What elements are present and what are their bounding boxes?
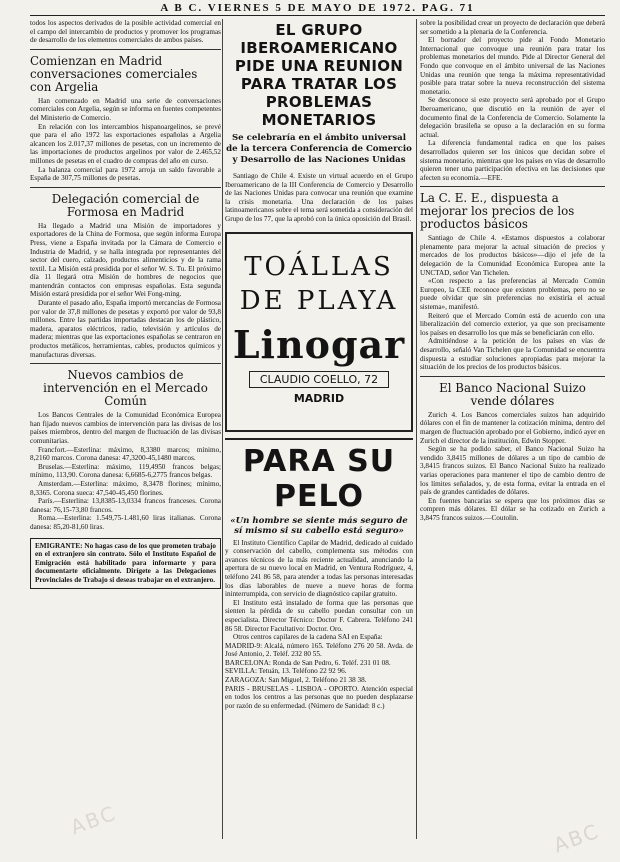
article-paragraph: En fuentes bancarias se espera que los próximos días se compren más dólares. El dólar se ha cotizado en Zurich a 3,8475 francos suizos.—Coutolin. bbox=[420, 496, 605, 522]
article-paragraph: Durante el pasado año, España importó mercancías de Formosa por valor de 37,8 millones de pesetas y exportó por valor de 93,8 millones. Entre las partidas importadas destacan los de plástico, madera, aparatos eléctricos, radio, televisión y artículos de madera; mientras que las exportaciones españolas se centraron en productos metálicos, herramientas, cables, productos químicos y manufacturas diversas. bbox=[30, 299, 221, 359]
column-center bbox=[225, 19, 413, 839]
article-paragraph: Zurich 4. Los Bancos comerciales suizos han adquirido dólares con el fin de mantener la cotización mínima, dentro del margen de fluctuación aprobado por el Gobierno, indicó ayer en Zurich el director de la institución, Edwin Stopper. bbox=[420, 410, 605, 445]
column-right bbox=[420, 19, 605, 839]
article-paragraph: Han comenzado en Madrid una serie de conversaciones comerciales con Argelia, según se informa en fuentes competentes del Ministerio de Comercio. bbox=[30, 96, 221, 122]
section-rule bbox=[30, 49, 221, 50]
archive-watermark: ABC bbox=[550, 818, 603, 858]
ad-brand-name: Linogar bbox=[232, 321, 406, 367]
article-paragraph: Santiago de Chile 4. Existe un virtual acuerdo en el Grupo Iberoamericano de la III Conferencia de Comercio y Desarrollo de las Naciones Unidas para convocar una reunión que examine la crisis monetaria. Una declaración de los países latinoamericanos sobre el tema será sometida a consideración del Grupo de los 77, que la aprobó con la única oposición del Brasil. bbox=[225, 172, 413, 223]
main-subheadline: Se celebraría en el ámbito universal de la tercera Conferencia de Comercio y Desarrollo de las Naciones Unidas bbox=[226, 133, 412, 165]
article-paragraph: sobre la posibilidad crear un proyecto de declaración que deberá ser sometido a la plenaria de la Conferencia. bbox=[420, 19, 605, 36]
linogar-advertisement bbox=[225, 232, 413, 432]
ad-line-2: DE PLAYA bbox=[239, 285, 399, 316]
column-divider bbox=[222, 19, 223, 839]
headline-argelia: Comienzan en Madrid conversaciones comerciales con Argelia bbox=[30, 53, 198, 94]
article-paragraph: Ha llegado a Madrid una Misión de importadores y exportadores de la China de Formosa, que según informa Europa Press, viene a España invitada por la Cámara de Comercio e Industria de Madrid, y se halla integrada por representantes del sector del cuero, calzado, productos alimenticios y de la rama textil. La Misión está presidida por el señor W. S. Tu. El próximo día 11 llegará otra Misión de hombres de negocios que mantendrán contactos con empresas españolas. Esta segunda Misión estará presidida por el señor Wei Fong-ming. bbox=[30, 221, 221, 299]
page-header: A B C. VIERNES 5 DE MAYO DE 1972. PAG. 71 bbox=[160, 2, 475, 14]
article-paragraph: Santiago de Chile 4. «Estamos dispuestos a colaborar plenamente para mejorar la actual situación de precios y mercados de los productos básicos»—dijo el jefe de la delegación de la Comunidad Económica Europea ante la UNCTAD, señor Van Tichelen. bbox=[420, 234, 605, 277]
center-listing: ZARAGOZA: San Miguel, 2. Teléfono 21 38 38. bbox=[225, 676, 367, 685]
rates-paragraph: Bruselas.—Esterlina: máximo, 119,4950 francos belgas; mínimo, 113,90. Corona danesa: 6,6685-6,2775 francos belgas. bbox=[30, 462, 221, 480]
article-paragraph: Reiteró que el Mercado Común está de acuerdo con una liberalización del comercio exterior, ya que son precisamente los países en desarrollo los que más se beneficiarán con ello. bbox=[420, 311, 605, 337]
article-paragraph: El borrador del proyecto pide al Fondo Monetario Internacional que convoque una reunión para tratar los problemas monetarios del mundo. Pide al Director General del Fondo que convoque en el ámbito universal de las Naciones Unidas una reunión que tenga la máxima representatividad posible para tratar sobre la nueva reconstrucción del sistema monetario. bbox=[420, 36, 605, 96]
column-divider bbox=[416, 19, 417, 839]
archive-watermark: ABC bbox=[67, 800, 120, 840]
section-rule bbox=[420, 376, 605, 377]
main-headline: EL GRUPO IBEROAMERICANO PIDE UNA REUNION PARA TRATAR LOS PROBLEMAS MONETARIOS bbox=[234, 21, 404, 129]
headline-formosa: Delegación comercial de Formosa en Madrid bbox=[51, 191, 200, 219]
section-rule bbox=[420, 186, 605, 187]
pelo-advertisement-title: PARA SU PELO bbox=[225, 438, 413, 514]
headline-banco-suizo: El Banco Nacional Suizo vende dólares bbox=[439, 380, 586, 408]
article-paragraph: Según se ha podido saber, el Banco Nacional Suizo ha vendido 3,8415 millones de dólares a un tipo de cambio de 3,8415 francos suizos. El Banco Nacional Suizo ha realizado varias operaciones para mantener el tipo de cambio dentro de los límites señalados, y, de esta forma, evitar la entrada en el país de grandes cantidades de dólares. bbox=[420, 445, 605, 497]
header-rule bbox=[30, 15, 605, 16]
rates-paragraph: Francfort.—Esterlina: máximo, 8,3380 marcos; mínimo, 8,2160 marcos. Corona danesa: 47,3200-45,1480 marcos. bbox=[30, 445, 221, 463]
section-rule bbox=[30, 363, 221, 364]
ad-address: CLAUDIO COELLO, 72 bbox=[249, 371, 389, 388]
article-paragraph: La balanza comercial para 1972 arroja un saldo favorable a España de 307,75 millones de pesetas. bbox=[30, 165, 221, 183]
article-paragraph: «Con respecto a las preferencias al Mercado Común Europeo, la CEE reconoce que existen problemas, pero no se puede olvidar que sin preferencias no existiría el actual sistema», manifestó. bbox=[420, 277, 605, 312]
center-listing: BARCELONA: Ronda de San Pedro, 6. Teléf. 231 01 08. bbox=[225, 658, 391, 667]
emigrant-notice-text: EMIGRANTE: No hagas caso de los que prometen trabajo en el extranjero sin contrato. Sólo el Instituto Español de Emigración está habilitado para informarte y para documentarte oficialmente. Dirígete a las Delegaciones Provinciales de Trabajo si deseas trabajar en el extranjero. bbox=[35, 541, 216, 584]
center-listing: MADRID-9: Alcalá, número 165. Teléfono 276 20 58. Avda. de José Antonio, 2. Teléf. 232 80 55. bbox=[225, 641, 413, 659]
advert-paragraph: El Instituto está instalado de forma que las personas que sienten la pérdida de su cabello puedan consultar con un especialista. Director Técnico: Doctor F. Cabrera. Teléfono 241 86 58. Director Facultativo: Doctor. Oro. bbox=[225, 598, 413, 633]
emigrant-notice-box bbox=[30, 538, 221, 589]
headline-cee: La C. E. E., dispuesta a mejorar los precios de los productos básicos bbox=[420, 191, 575, 232]
center-listing: SEVILLA: Tetuán, 13. Teléfono 22 92 96. bbox=[225, 667, 347, 676]
pelo-advertisement-subtitle: «Un hombre se siente más seguro de sí mismo si su cabello está seguro» bbox=[230, 515, 408, 536]
article-paragraph: Admitiéndose a la petición de los países en vías de desarrollo, señaló Van Tichelen que la Comunidad se encuentra dispuesta a estudiar soluciones apropiadas para mejorar la situación de los precios de los productos básicos. bbox=[420, 337, 605, 372]
article-paragraph: En relación con los intercambios hispanoargelinos, se prevé que para el año 1972 las exportaciones españolas a Argelia alcancen los 2.017,37 millones de pesetas, con un incremento de las importaciones de productos argelinos por valor de 2.465,52 millones de pesetas en el cuadro de compras del año en curso. bbox=[30, 122, 221, 165]
rates-paragraph: París.—Esterlina: 13,8385-13,0334 francos franceses. Corona danesa: 76,15-73,80 francos. bbox=[30, 497, 221, 514]
section-rule bbox=[30, 187, 221, 188]
ad-city: MADRID bbox=[293, 391, 345, 405]
ad-line-1: TOÁLLAS bbox=[244, 251, 394, 282]
rates-paragraph: Roma.—Esterlina: 1.549,75-1.481,60 liras italianas. Corona danesa: 85,20-81,60 liras. bbox=[30, 514, 221, 531]
article-paragraph: Se desconoce si este proyecto será aprobado por el Grupo Iberoamericano, que discutió en la reunión de ayer el documento final de la Conferencia de Comercio. Solamente la delegación brasileña se opuso a la declaración en su forma actual. bbox=[420, 96, 605, 139]
advert-paragraph: El Instituto Científico Capilar de Madrid, dedicado al cuidado y conservación del cabello, complementa sus métodos con avances técnicos de la más reciente actualidad, anunciando la apertura de su nuevo local en Madrid, en Ventura Rodríguez, 4, teléfono 241 86 58, para atender a todas las personas interesadas los días laborables de nueve a nueve horas de forma ininterrumpida, con servicio de diagnóstico capilar gratuito. bbox=[225, 538, 413, 599]
center-listing: PARIS - BRUSELAS - LISBOA - OPORTO. Atención especial en todos los centros a las personas que no pueden desplazarse por razón de su enfermedad. (Número de Sanidad: 8 c.) bbox=[225, 684, 413, 710]
intro-paragraph: todos los aspectos derivados de la posible actividad comercial en el campo del intercambio de productos y promover los programas de desarrollo de los elementos comerciales de ambos países. bbox=[30, 19, 221, 45]
article-paragraph: La diferencia fundamental radica en que los países desarrollados quieren ser los únicos que decidan sobre el sistema monetario, mientras que los países en vías de desarrollo quieren tener una participación efectiva en las decisiones que afecten su economía.—EFE. bbox=[420, 139, 605, 182]
article-paragraph: Los Bancos Centrales de la Comunidad Económica Europea han fijado nuevos cambios de intervención para las divisas de los países miembros, dentro del margen de fluctuación de las divisas comunitarias. bbox=[30, 411, 221, 445]
rates-paragraph: Amsterdam.—Esterlina: máximo, 8,3478 florines; mínimo, 8,3365. Corona sueca: 47,540-45,450 florines. bbox=[30, 479, 221, 497]
advert-paragraph: Otros centros capilares de la cadena SAI en España: bbox=[233, 633, 383, 642]
column-left bbox=[30, 19, 221, 839]
headline-mercado-comun: Nuevos cambios de intervención en el Mercado Común bbox=[43, 368, 208, 409]
